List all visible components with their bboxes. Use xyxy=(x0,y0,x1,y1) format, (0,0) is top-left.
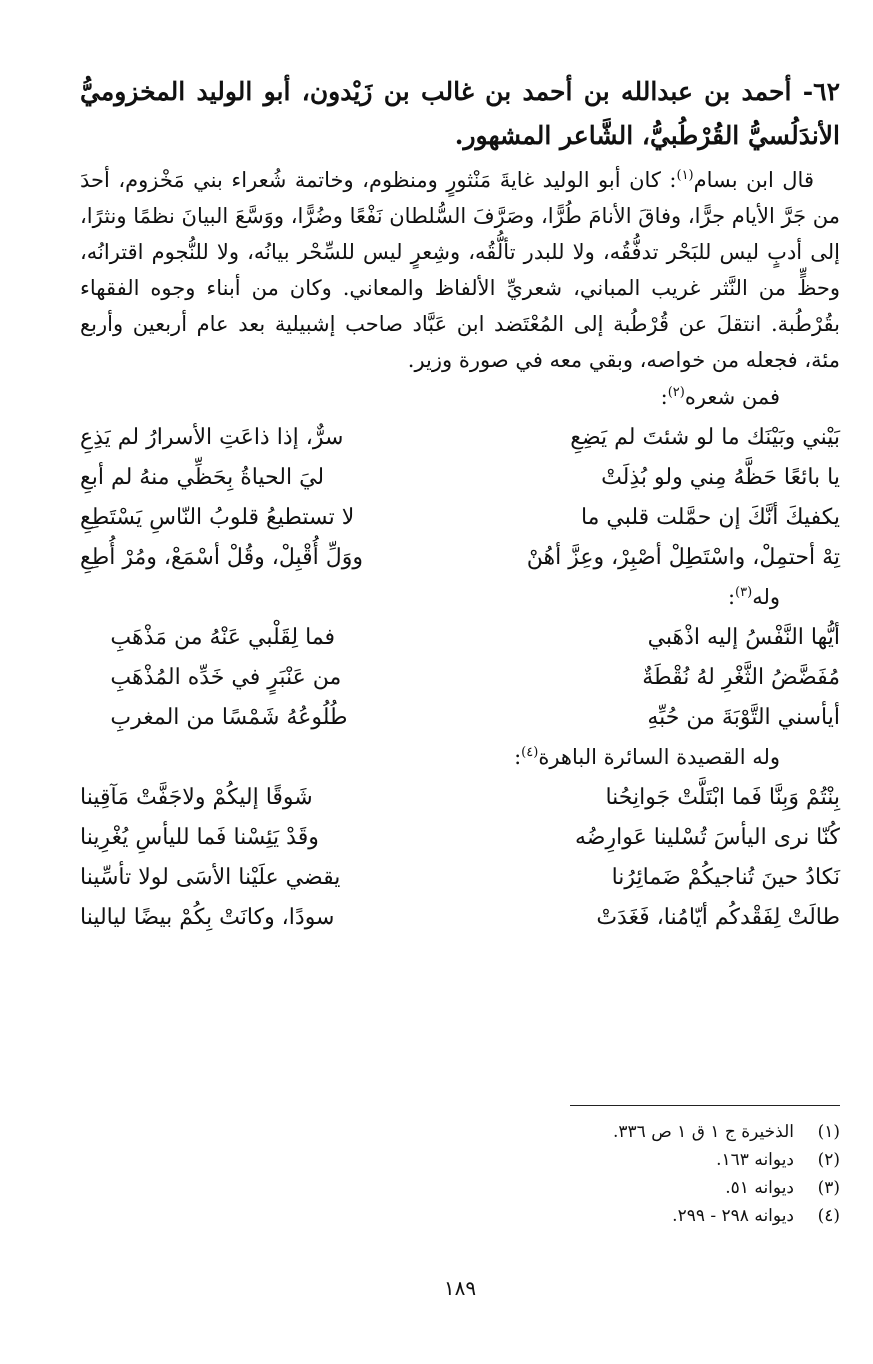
page-number: ١٨٩ xyxy=(443,1276,477,1300)
poem3-lead-text: وله القصيدة السائرة الباهرة xyxy=(538,745,780,769)
hemistich-first: بِنْتُمْ وَبِنَّا فَما ابْتَلَّتْ جَوانِحُنا xyxy=(605,785,840,810)
hemistich-second: طُلُوعُهُ شَمْسًا من المغربِ xyxy=(110,705,348,730)
hemistich-second: يقضي علَيْنا الأسَى لولا تأسِّينا xyxy=(80,865,341,890)
footnote-ref-1[interactable]: (١) xyxy=(676,168,694,183)
poem3 xyxy=(80,778,840,938)
footnote xyxy=(80,1202,840,1230)
footnote-text: ديوانه ١٦٣. xyxy=(716,1150,794,1170)
footnote-ref-4[interactable]: (٤) xyxy=(521,745,539,760)
poem1-lead-colon: : xyxy=(660,385,668,409)
hemistich-first: بَيْني وبَيْنَك ما لو شئتَ لم يَضِعِ xyxy=(570,425,840,450)
page-body xyxy=(80,70,840,1300)
hemistich-first: مُفَضَّضُ الثَّغْرِ لهُ نُقْطَةٌ xyxy=(642,665,840,690)
verse xyxy=(80,618,840,658)
hemistich-first: يا بائعًا حَظَّهُ مِني ولو بُذِلَتْ xyxy=(601,465,840,490)
verse xyxy=(80,698,840,738)
verse xyxy=(80,658,840,698)
footnote-text: الذخيرة ج ١ ق ١ ص ٣٣٦. xyxy=(612,1122,794,1142)
verse xyxy=(80,498,840,538)
footnote-text: ديوانه ٥١. xyxy=(725,1178,794,1198)
footnote-number: (١) xyxy=(817,1122,840,1142)
hemistich-second: وقَدْ يَئِسْنا فَما لليأسِ يُغْرِينا xyxy=(80,825,319,850)
intro-text-before: قال ابن بسام xyxy=(693,168,814,192)
poem2-lead xyxy=(80,580,840,614)
hemistich-second: لا تستطيعُ قلوبُ النّاسِ يَسْتَطِعِ xyxy=(80,505,355,530)
verse xyxy=(80,778,840,818)
poem2-lead-text: وله xyxy=(752,585,780,609)
footnote-number: (٢) xyxy=(817,1150,840,1170)
footnotes xyxy=(80,1118,840,1230)
footnote xyxy=(80,1118,840,1146)
poem1-lead-text: فمن شعره xyxy=(684,385,780,409)
footnote-divider xyxy=(570,1105,840,1106)
hemistich-first: يكفيكَ أنَّكَ إن حمَّلت قلبي ما xyxy=(580,505,840,530)
hemistich-second: فما لِقَلْبي عَنْهُ من مَذْهَبِ xyxy=(110,625,336,650)
poem1-lead xyxy=(80,380,840,414)
verse xyxy=(80,538,840,578)
footnote-number: (٤) xyxy=(817,1206,840,1226)
footnote xyxy=(80,1174,840,1202)
intro-text-after: : كان أبو الوليد غايةَ مَنْثورٍ ومنظوم، وخاتمة شُعراء بني مَخْزوم، أحدَ من جَرَّ الأيام جرًّا، وفاقَ الأنامَ طُرًّا، وصَرَّفَ السُّلطان نَفْعًا وضُرًّا، ووَسَّعَ البيانَ نظمًا ونثرًا، إلى أدبٍ ليس للبَحْر تدفُّقُه، ولا للبدر تألُّقُه، وشِعرٍ ليس للسِّحْر بيانُه، ولا للنُّجوم اقترانُه، وحظٍّ من النَّثر غريب المباني، شعريِّ الألفاظ والمعاني. وكان من أبناء وجوه الفقهاء بقُرْطُبة. انتقلَ عن قُرْطُبة إلى المُعْتَضد ابن عَبَّاد صاحب إشبيلية بعد عام أربعين وأربع مئة، فجعله من خواصه، وبقي معه في صورة وزير. xyxy=(80,168,840,372)
footnote xyxy=(80,1146,840,1174)
footnote-text: ديوانه ٢٩٨ - ٢٩٩. xyxy=(672,1206,794,1226)
poem2 xyxy=(80,618,840,738)
hemistich-second: ووَلِّ أُقْبِلْ، وقُلْ أسْمَعْ، ومُرْ أُطِعِ xyxy=(80,545,363,570)
hemistich-first: كُنّا نرى اليأسَ تُسْلينا عَوارِضُه xyxy=(575,825,840,850)
entry-heading: ٦٢- أحمد بن عبدالله بن أحمد بن غالب بن زَيْدون، أبو الوليد المخزوميُّ الأندَلُسيُّ القُرْطُبيُّ، الشَّاعر المشهور. xyxy=(80,77,840,150)
poem3-lead xyxy=(80,740,840,774)
footnote-number: (٣) xyxy=(817,1178,840,1198)
hemistich-second: من عَنْبَرٍ في خَدِّه المُذْهَبِ xyxy=(110,665,342,690)
footnote-ref-3[interactable]: (٣) xyxy=(735,585,753,600)
hemistich-first: نَكادُ حينَ تُناجيكُمْ ضَمائِرُنا xyxy=(611,865,840,890)
intro-paragraph xyxy=(80,162,840,378)
verse xyxy=(80,858,840,898)
verse xyxy=(80,418,840,458)
hemistich-first: أيأسني التَّوْبَةَ من حُبِّهِ xyxy=(647,705,840,730)
poem2-lead-colon: : xyxy=(727,585,736,609)
hemistich-second: سرٌّ، إذا ذاعَتِ الأسرارُ لم يَذِعِ xyxy=(80,425,344,450)
poem3-lead-colon: : xyxy=(514,745,522,769)
hemistich-second: شَوقًا إليكُمْ ولاجَفَّتْ مَآقِينا xyxy=(80,785,313,810)
hemistich-first: أيُّها النَّفْسُ إليه اذْهَبي xyxy=(647,625,840,650)
poem1 xyxy=(80,418,840,578)
verse xyxy=(80,458,840,498)
hemistich-first: طالَتْ لِفَقْدكُم أيّامُنا، فَغَدَتْ xyxy=(596,905,840,930)
hemistich-second: سودًا، وكانَتْ بِكُمْ بيضًا ليالينا xyxy=(80,905,335,930)
footnote-ref-2[interactable]: (٢) xyxy=(667,385,685,400)
verse xyxy=(80,898,840,938)
hemistich-second: ليَ الحياةُ بِحَظِّي منهُ لم أبعِ xyxy=(80,465,325,490)
verse xyxy=(80,818,840,858)
hemistich-first: تِهْ أحتمِلْ، واسْتَطِلْ أصْبِرْ، وعِزَّ أهُنْ xyxy=(526,545,840,570)
